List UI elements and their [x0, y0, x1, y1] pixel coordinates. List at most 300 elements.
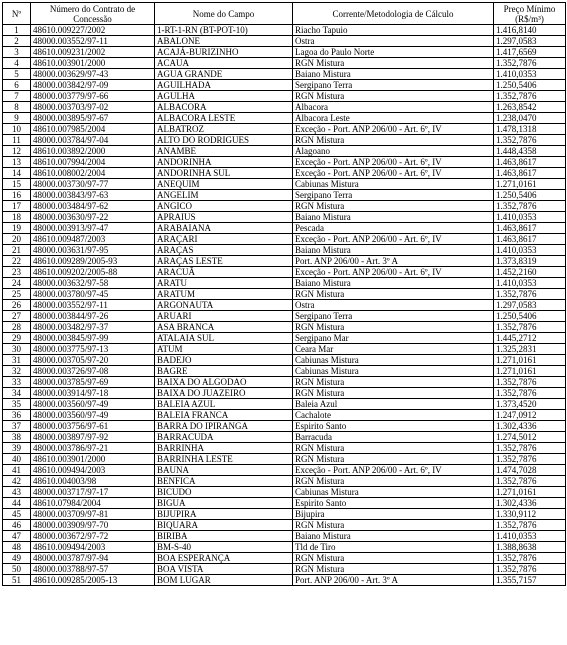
table-row — [3, 256, 566, 267]
field-name: ALBACORA — [155, 102, 293, 113]
row-number: 51 — [3, 575, 31, 586]
methodology: Ostra — [293, 36, 494, 47]
methodology: Baiano Mistura — [293, 212, 494, 223]
contract-number: 48000.003484/97-62 — [31, 201, 155, 212]
min-price: 1.250,5406 — [494, 190, 566, 201]
row-number: 44 — [3, 498, 31, 509]
contract-number: 48610.008002/2004 — [31, 168, 155, 179]
min-price: 1.271,0161 — [494, 487, 566, 498]
methodology: Riacho Tapuio — [293, 25, 494, 36]
price-table — [2, 2, 566, 586]
min-price: 1.302,4336 — [494, 498, 566, 509]
field-name: AGUILHADA — [155, 80, 293, 91]
methodology: Baleia Azul — [293, 399, 494, 410]
contract-number: 48000.003784/97-04 — [31, 135, 155, 146]
field-name: ARGONAUTA — [155, 300, 293, 311]
field-name: ANGELIM — [155, 190, 293, 201]
methodology: RGN Mistura — [293, 201, 494, 212]
field-name: ANEQUIM — [155, 179, 293, 190]
table-row — [3, 333, 566, 344]
methodology: Baiano Mistura — [293, 69, 494, 80]
min-price: 1.297,0583 — [494, 300, 566, 311]
field-name: ARAÇAS — [155, 245, 293, 256]
field-name: BENFICA — [155, 476, 293, 487]
row-number: 22 — [3, 256, 31, 267]
field-name: ARABAIANA — [155, 223, 293, 234]
row-number: 37 — [3, 421, 31, 432]
table-row — [3, 212, 566, 223]
methodology: Ceara Mar — [293, 344, 494, 355]
contract-number: 48000.003703/97-02 — [31, 102, 155, 113]
field-name: ARACUÃ — [155, 267, 293, 278]
table-row — [3, 300, 566, 311]
contract-number: 48000.003717/97-17 — [31, 487, 155, 498]
row-number: 15 — [3, 179, 31, 190]
methodology: RGN Mistura — [293, 322, 494, 333]
methodology: Exceção - Port. ANP 206/00 - Art. 6º, IV — [293, 168, 494, 179]
methodology: Bijupira — [293, 509, 494, 520]
field-name: BAIXA DO ALGODAO — [155, 377, 293, 388]
contract-number: 48610.007994/2004 — [31, 157, 155, 168]
min-price: 1.352,7876 — [494, 289, 566, 300]
field-name: BAIXA DO JUAZEIRO — [155, 388, 293, 399]
row-number: 11 — [3, 135, 31, 146]
table-row — [3, 575, 566, 586]
methodology: Baiano Mistura — [293, 531, 494, 542]
contract-number: 48000.003709/97-81 — [31, 509, 155, 520]
contract-number: 48000.003560/97-49 — [31, 410, 155, 421]
min-price: 1.271,0161 — [494, 355, 566, 366]
min-price: 1.463,8617 — [494, 168, 566, 179]
methodology: Sergipano Terra — [293, 80, 494, 91]
contract-number: 48610.009487/2003 — [31, 234, 155, 245]
field-name: BICUDO — [155, 487, 293, 498]
table-row — [3, 190, 566, 201]
min-price: 1.410,0353 — [494, 278, 566, 289]
min-price: 1.478,1318 — [494, 124, 566, 135]
methodology: RGN Mistura — [293, 564, 494, 575]
contract-number: 48610.009285/2005-13 — [31, 575, 155, 586]
methodology: Albacora Leste — [293, 113, 494, 124]
contract-number: 48000.003552/97-11 — [31, 36, 155, 47]
table-row — [3, 113, 566, 124]
row-number: 49 — [3, 553, 31, 564]
contract-number: 48000.003780/97-45 — [31, 289, 155, 300]
table-row — [3, 465, 566, 476]
row-number: 19 — [3, 223, 31, 234]
field-name: BADEJO — [155, 355, 293, 366]
table-row — [3, 223, 566, 234]
header-methodology: Corrente/Metodologia de Cálculo — [293, 3, 494, 25]
row-number: 17 — [3, 201, 31, 212]
table-row — [3, 366, 566, 377]
row-number: 27 — [3, 311, 31, 322]
table-row — [3, 234, 566, 245]
methodology: Pescada — [293, 223, 494, 234]
field-name: ATUM — [155, 344, 293, 355]
methodology: Alagoano — [293, 146, 494, 157]
methodology: RGN Mistura — [293, 377, 494, 388]
min-price: 1.416,8140 — [494, 25, 566, 36]
row-number: 24 — [3, 278, 31, 289]
field-name: BOA VISTA — [155, 564, 293, 575]
field-name: BIRIBA — [155, 531, 293, 542]
contract-number: 48610.003901/2000 — [31, 454, 155, 465]
contract-number: 48000.003842/97-09 — [31, 80, 155, 91]
row-number: 9 — [3, 113, 31, 124]
row-number: 47 — [3, 531, 31, 542]
min-price: 1.352,7876 — [494, 454, 566, 465]
table-row — [3, 168, 566, 179]
table-row — [3, 91, 566, 102]
field-name: ANDORINHA SUL — [155, 168, 293, 179]
table-row — [3, 58, 566, 69]
contract-number: 48000.003730/97-77 — [31, 179, 155, 190]
min-price: 1.352,7876 — [494, 476, 566, 487]
header-min-price: Preço Mínimo (R$/m³) — [494, 3, 566, 25]
contract-number: 48000.003786/97-21 — [31, 443, 155, 454]
field-name: ACAJÁ-BURIZINHO — [155, 47, 293, 58]
methodology: RGN Mistura — [293, 520, 494, 531]
methodology: Sergipano Mar — [293, 333, 494, 344]
row-number: 43 — [3, 487, 31, 498]
methodology: RGN Mistura — [293, 289, 494, 300]
methodology: Port. ANP 206/00 - Art. 3º A — [293, 256, 494, 267]
row-number: 13 — [3, 157, 31, 168]
min-price: 1.352,7876 — [494, 564, 566, 575]
table-row — [3, 289, 566, 300]
table-row — [3, 146, 566, 157]
field-name: ALBATROZ — [155, 124, 293, 135]
table-row — [3, 69, 566, 80]
header-number: Nº — [3, 3, 31, 25]
methodology: RGN Mistura — [293, 388, 494, 399]
methodology: Espirito Santo — [293, 498, 494, 509]
min-price: 1.352,7876 — [494, 553, 566, 564]
min-price: 1.352,7876 — [494, 388, 566, 399]
table-row — [3, 454, 566, 465]
min-price: 1.373,8319 — [494, 256, 566, 267]
methodology: Exceção - Port. ANP 206/00 - Art. 6º, IV — [293, 465, 494, 476]
min-price: 1.325,2831 — [494, 344, 566, 355]
field-name: BIQUARA — [155, 520, 293, 531]
field-name: AGULHA — [155, 91, 293, 102]
table-row — [3, 388, 566, 399]
min-price: 1.238,0470 — [494, 113, 566, 124]
field-name: ANAMBE — [155, 146, 293, 157]
table-row — [3, 36, 566, 47]
field-name: ACAUA — [155, 58, 293, 69]
table-row — [3, 311, 566, 322]
table-row — [3, 102, 566, 113]
methodology: RGN Mistura — [293, 553, 494, 564]
table-row — [3, 421, 566, 432]
row-number: 25 — [3, 289, 31, 300]
methodology: RGN Mistura — [293, 476, 494, 487]
min-price: 1.445,2712 — [494, 333, 566, 344]
table-row — [3, 443, 566, 454]
contract-number: 48000.003788/97-57 — [31, 564, 155, 575]
row-number: 3 — [3, 47, 31, 58]
table-row — [3, 432, 566, 443]
row-number: 18 — [3, 212, 31, 223]
contract-number: 48000.003630/97-22 — [31, 212, 155, 223]
field-name: ARATU — [155, 278, 293, 289]
table-row — [3, 509, 566, 520]
row-number: 20 — [3, 234, 31, 245]
min-price: 1.474,7028 — [494, 465, 566, 476]
row-number: 35 — [3, 399, 31, 410]
min-price: 1.274,5012 — [494, 432, 566, 443]
row-number: 41 — [3, 465, 31, 476]
field-name: BALEIA FRANCA — [155, 410, 293, 421]
row-number: 36 — [3, 410, 31, 421]
field-name: BIGUA — [155, 498, 293, 509]
row-number: 23 — [3, 267, 31, 278]
row-number: 31 — [3, 355, 31, 366]
contract-number: 48610.009289/2005-93 — [31, 256, 155, 267]
min-price: 1.302,4336 — [494, 421, 566, 432]
table-row — [3, 531, 566, 542]
table-row — [3, 80, 566, 91]
field-name: ARAÇARI — [155, 234, 293, 245]
methodology: Baiano Mistura — [293, 245, 494, 256]
min-price: 1.352,7876 — [494, 443, 566, 454]
field-name: BARRA DO IPIRANGA — [155, 421, 293, 432]
table-row — [3, 564, 566, 575]
methodology: Cabiunas Mistura — [293, 355, 494, 366]
row-number: 2 — [3, 36, 31, 47]
row-number: 16 — [3, 190, 31, 201]
contract-number: 48000.003705/97-20 — [31, 355, 155, 366]
contract-number: 48000.003632/97-58 — [31, 278, 155, 289]
methodology: RGN Mistura — [293, 58, 494, 69]
contract-number: 48610.009231/2002 — [31, 47, 155, 58]
field-name: ATALAIA SUL — [155, 333, 293, 344]
field-name: 1-RT-1-RN (BT-POT-10) — [155, 25, 293, 36]
field-name: ANGICO — [155, 201, 293, 212]
contract-number: 48000.003631/97-95 — [31, 245, 155, 256]
methodology: Exceção - Port. ANP 206/00 - Art. 6º, IV — [293, 234, 494, 245]
field-name: ALBACORA LESTE — [155, 113, 293, 124]
contract-number: 48000.003914/97-18 — [31, 388, 155, 399]
min-price: 1.417,6569 — [494, 47, 566, 58]
table-row — [3, 278, 566, 289]
table-row — [3, 542, 566, 553]
table-header-row — [3, 3, 566, 25]
row-number: 50 — [3, 564, 31, 575]
contract-number: 48000.003779/97-66 — [31, 91, 155, 102]
contract-number: 48000.003895/97-67 — [31, 113, 155, 124]
field-name: ASA BRANCA — [155, 322, 293, 333]
table-row — [3, 267, 566, 278]
min-price: 1.448,4358 — [494, 146, 566, 157]
methodology: Tld de Tiro — [293, 542, 494, 553]
row-number: 48 — [3, 542, 31, 553]
table-row — [3, 201, 566, 212]
contract-number: 48610.07984/2004 — [31, 498, 155, 509]
methodology: Baiano Mistura — [293, 278, 494, 289]
contract-number: 48610.007985/2004 — [31, 124, 155, 135]
contract-number: 48000.003787/97-94 — [31, 553, 155, 564]
methodology: Cachalote — [293, 410, 494, 421]
methodology: Cabiunas Mistura — [293, 366, 494, 377]
min-price: 1.355,7157 — [494, 575, 566, 586]
row-number: 6 — [3, 80, 31, 91]
min-price: 1.352,7876 — [494, 58, 566, 69]
table-row — [3, 344, 566, 355]
contract-number: 48000.003560/97-49 — [31, 399, 155, 410]
row-number: 28 — [3, 322, 31, 333]
min-price: 1.463,8617 — [494, 223, 566, 234]
field-name: AGUA GRANDE — [155, 69, 293, 80]
contract-number: 48000.003785/97-69 — [31, 377, 155, 388]
min-price: 1.352,7876 — [494, 135, 566, 146]
row-number: 46 — [3, 520, 31, 531]
row-number: 10 — [3, 124, 31, 135]
field-name: BM-S-40 — [155, 542, 293, 553]
table-row — [3, 498, 566, 509]
field-name: BOM LUGAR — [155, 575, 293, 586]
row-number: 29 — [3, 333, 31, 344]
methodology: Barracuda — [293, 432, 494, 443]
table-row — [3, 135, 566, 146]
field-name: BALEIA AZUL — [155, 399, 293, 410]
min-price: 1.250,5406 — [494, 311, 566, 322]
row-number: 32 — [3, 366, 31, 377]
methodology: Lagoa do Paulo Norte — [293, 47, 494, 58]
contract-number: 48000.003756/97-61 — [31, 421, 155, 432]
table-row — [3, 553, 566, 564]
contract-number: 48000.003844/97-26 — [31, 311, 155, 322]
contract-number: 48000.003726/97-08 — [31, 366, 155, 377]
min-price: 1.352,7876 — [494, 201, 566, 212]
min-price: 1.352,7876 — [494, 91, 566, 102]
contract-number: 48000.003843/97-63 — [31, 190, 155, 201]
row-number: 40 — [3, 454, 31, 465]
min-price: 1.352,7876 — [494, 322, 566, 333]
methodology: Ostra — [293, 300, 494, 311]
row-number: 5 — [3, 69, 31, 80]
field-name: BARRACUDA — [155, 432, 293, 443]
min-price: 1.297,0583 — [494, 36, 566, 47]
field-name: BAGRE — [155, 366, 293, 377]
contract-number: 48610.009227/2002 — [31, 25, 155, 36]
row-number: 33 — [3, 377, 31, 388]
table-row — [3, 245, 566, 256]
table-row — [3, 47, 566, 58]
min-price: 1.271,0161 — [494, 179, 566, 190]
contract-number: 48000.003672/97-72 — [31, 531, 155, 542]
table-row — [3, 25, 566, 36]
table-row — [3, 157, 566, 168]
header-field-name: Nome do Campo — [155, 3, 293, 25]
methodology: Sergipano Terra — [293, 190, 494, 201]
methodology: Espirito Santo — [293, 421, 494, 432]
row-number: 7 — [3, 91, 31, 102]
table-row — [3, 377, 566, 388]
contract-number: 48000.003845/97-99 — [31, 333, 155, 344]
table-row — [3, 520, 566, 531]
row-number: 30 — [3, 344, 31, 355]
field-name: BARRINHA — [155, 443, 293, 454]
methodology: RGN Mistura — [293, 443, 494, 454]
methodology: Albacora — [293, 102, 494, 113]
min-price: 1.352,7876 — [494, 377, 566, 388]
contract-number: 48000.003913/97-47 — [31, 223, 155, 234]
table-row — [3, 179, 566, 190]
methodology: Cabiunas Mistura — [293, 487, 494, 498]
row-number: 1 — [3, 25, 31, 36]
row-number: 26 — [3, 300, 31, 311]
row-number: 42 — [3, 476, 31, 487]
contract-number: 48000.003897/97-92 — [31, 432, 155, 443]
row-number: 34 — [3, 388, 31, 399]
table-row — [3, 476, 566, 487]
min-price: 1.330,9112 — [494, 509, 566, 520]
min-price: 1.373,4520 — [494, 399, 566, 410]
min-price: 1.410,0353 — [494, 212, 566, 223]
row-number: 38 — [3, 432, 31, 443]
field-name: BIJUPIRA — [155, 509, 293, 520]
min-price: 1.271,0161 — [494, 366, 566, 377]
min-price: 1.250,5406 — [494, 80, 566, 91]
field-name: BARRINHA LESTE — [155, 454, 293, 465]
table-row — [3, 399, 566, 410]
field-name: ARUARI — [155, 311, 293, 322]
table-row — [3, 322, 566, 333]
table-row — [3, 487, 566, 498]
field-name: ARATUM — [155, 289, 293, 300]
methodology: Port. ANP 206/00 - Art. 3º A — [293, 575, 494, 586]
row-number: 8 — [3, 102, 31, 113]
contract-number: 48610.009494/2003 — [31, 542, 155, 553]
methodology: RGN Mistura — [293, 91, 494, 102]
methodology: Exceção - Port. ANP 206/00 - Art. 6º, IV — [293, 267, 494, 278]
field-name: APRAIUS — [155, 212, 293, 223]
min-price: 1.463,8617 — [494, 157, 566, 168]
table-row — [3, 124, 566, 135]
contract-number: 48000.003775/97-13 — [31, 344, 155, 355]
field-name: BAUNA — [155, 465, 293, 476]
row-number: 12 — [3, 146, 31, 157]
contract-number: 48610.003901/2000 — [31, 58, 155, 69]
methodology: Exceção - Port. ANP 206/00 - Art. 6º, IV — [293, 124, 494, 135]
min-price: 1.463,8617 — [494, 234, 566, 245]
table-body — [3, 25, 566, 586]
field-name: ABALONE — [155, 36, 293, 47]
min-price: 1.410,0353 — [494, 69, 566, 80]
row-number: 21 — [3, 245, 31, 256]
table-row — [3, 410, 566, 421]
field-name: ALTO DO RODRIGUES — [155, 135, 293, 146]
contract-number: 48610.009202/2005-88 — [31, 267, 155, 278]
min-price: 1.388,8638 — [494, 542, 566, 553]
methodology: Exceção - Port. ANP 206/00 - Art. 6º, IV — [293, 157, 494, 168]
methodology: Sergipano Terra — [293, 311, 494, 322]
table-row — [3, 355, 566, 366]
contract-number: 48000.003552/97-11 — [31, 300, 155, 311]
contract-number: 48610.009494/2003 — [31, 465, 155, 476]
contract-number: 48000.003629/97-43 — [31, 69, 155, 80]
contract-number: 48000.003909/97-70 — [31, 520, 155, 531]
contract-number: 48000.003482/97-37 — [31, 322, 155, 333]
field-name: ARAÇAS LESTE — [155, 256, 293, 267]
header-contract: Número do Contrato de Concessão — [31, 3, 155, 25]
row-number: 45 — [3, 509, 31, 520]
row-number: 39 — [3, 443, 31, 454]
min-price: 1.352,7876 — [494, 520, 566, 531]
